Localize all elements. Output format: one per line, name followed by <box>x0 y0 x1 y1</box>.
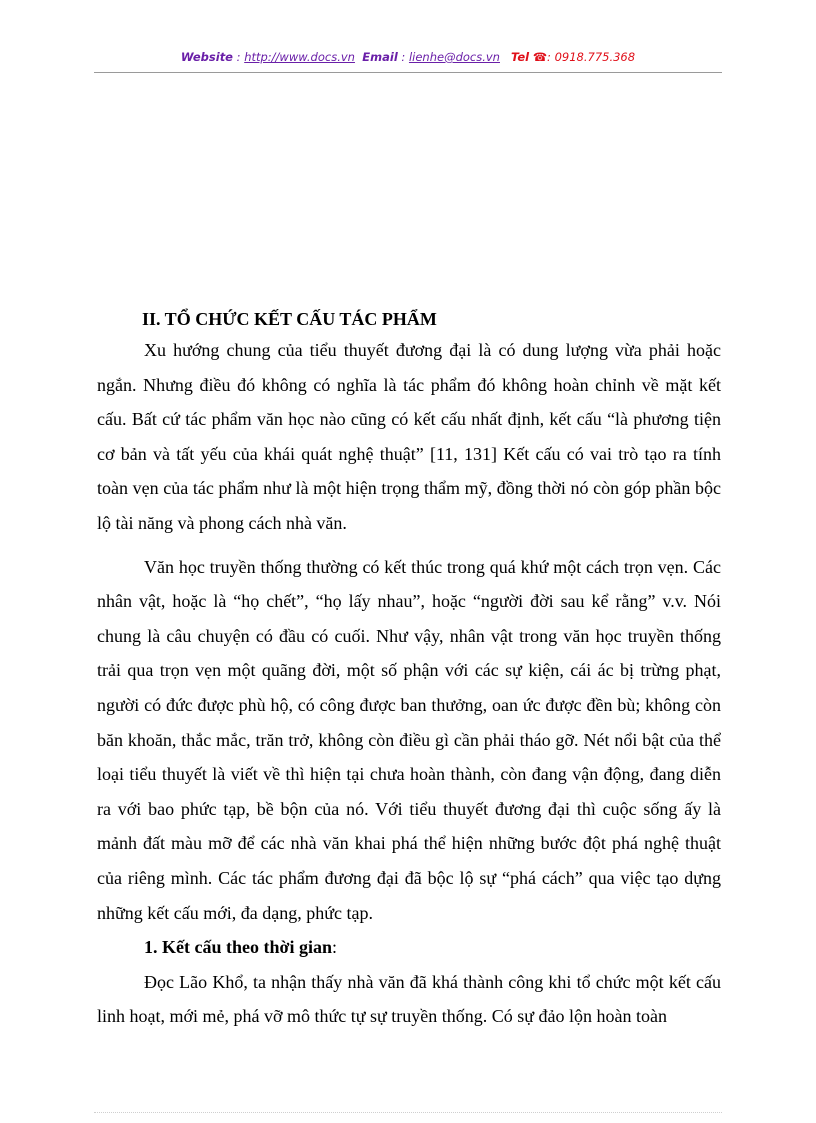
page-header <box>94 50 722 72</box>
document-body <box>97 306 721 1034</box>
tel-label: Tel <box>510 50 530 64</box>
section-heading: II. TỔ CHỨC KẾT CẤU TÁC PHẨM <box>142 309 437 329</box>
subsection-heading-text: 1. Kết cấu theo thời gian <box>144 937 332 958</box>
header-divider <box>94 72 722 73</box>
website-label: Website <box>180 50 233 64</box>
subsection-heading-colon: : <box>331 937 337 958</box>
email-link[interactable]: lienhe@docs.vn <box>408 50 500 64</box>
email-separator: : <box>397 50 409 64</box>
paragraph-3: Đọc Lão Khổ, ta nhận thấy nhà văn đã khá thành công khi tổ chức một kết cấu linh hoạt, mới mẻ, phá vỡ mô thức tự sự truyền thống. Có sự đảo lộn hoàn toàn <box>97 971 721 1027</box>
paragraph-1: Xu hướng chung của tiểu thuyết đương đại là có dung lượng vừa phải hoặc ngắn. Nhưng điều đó không có nghĩa là tác phẩm đó không hoàn chỉnh về mặt kết cấu. Bất cứ tác phẩm văn học nào cũng có kết cấu nhất định, kết cấu “là phương tiện cơ bản và tất yếu của khái quát nghệ thuật” [11, 131] Kết cấu có vai trò tạo ra tính toàn vẹn của tác phẩm như là một hiện trọng thẩm mỹ, đồng thời nó còn góp phần bộc lộ tài năng và phong cách nhà văn. <box>97 340 721 533</box>
email-label: Email <box>362 50 398 64</box>
website-separator: : <box>233 50 245 64</box>
subsection-heading <box>97 930 721 965</box>
paragraph-2: Văn học truyền thống thường có kết thúc trong quá khứ một cách trọn vẹn. Các nhân vật, hoặc là “họ chết”, “họ lấy nhau”, hoặc “người đời sau kể rằng” v.v. Nói chung là câu chuyện có đầu có cuối. Như vậy, nhân vật trong văn học truyền thống trải qua trọn vẹn một quãng đời, một số phận với các sự kiện, cái ác bị trừng phạt, người có đức được phù hộ, có công được ban thưởng, oan ức được đền bù; không còn băn khoăn, thắc mắc, trăn trở, không còn điều gì cần phải tháo gỡ. Nét nổi bật của thể loại tiểu thuyết là viết về thì hiện tại chưa hoàn thành, còn đang vận động, đang diễn ra với bao phức tạp, bề bộn của nó. Với tiểu thuyết đương đại thì cuộc sống ấy là mảnh đất màu mỡ để các nhà văn khai phá thể hiện những bước đột phá nghệ thuật của riêng mình. Các tác phẩm đương đại đã bộc lộ sự “phá cách” qua việc tạo dựng những kết cấu mới, đa dạng, phức tạp. <box>97 556 721 923</box>
footer-divider <box>94 1112 722 1113</box>
telephone-icon: ☎ <box>532 50 548 64</box>
website-link[interactable]: http://www.docs.vn <box>244 50 355 64</box>
tel-value: : 0918.775.368 <box>547 50 636 64</box>
